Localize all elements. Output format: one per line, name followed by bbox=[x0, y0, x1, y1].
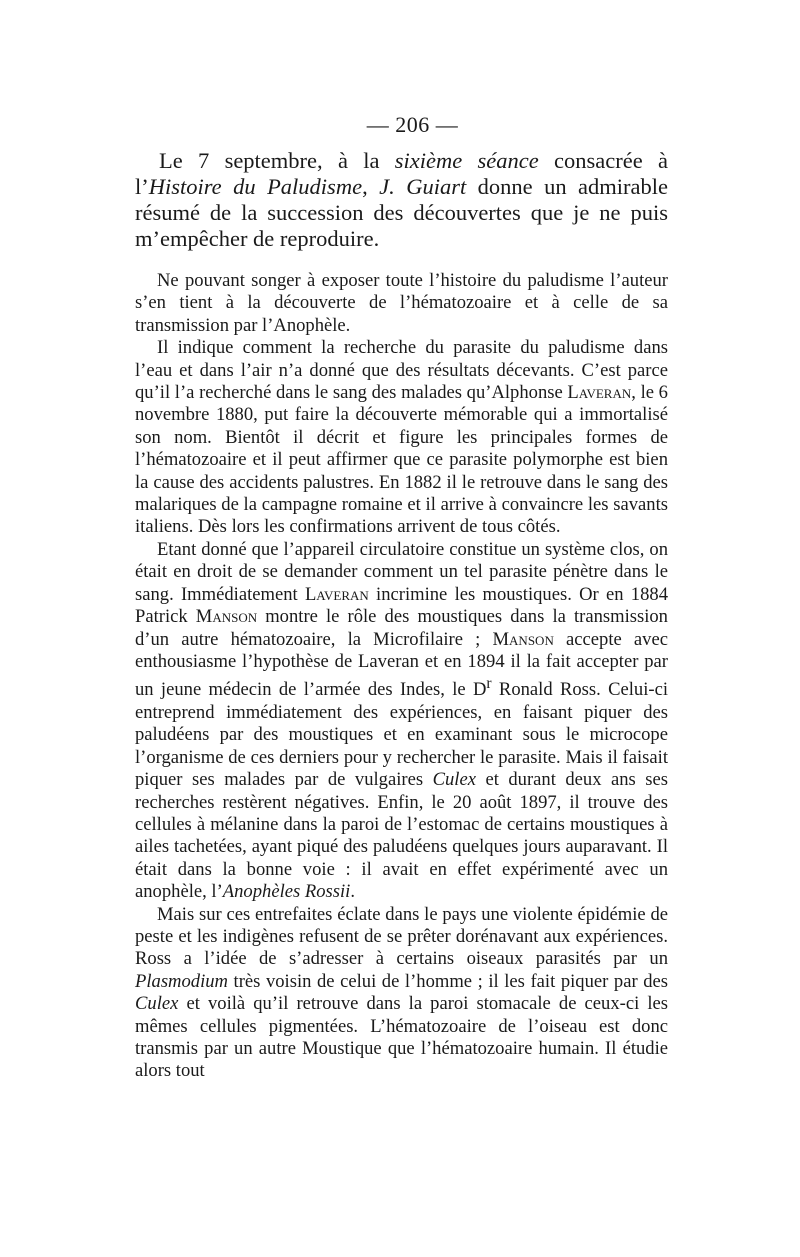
text-run: Ronald Ross. Celui-ci entreprend immédiatement des expériences, en faisant piquer des paludéens par des moustiques et en examinant sous le microcope l’organisme de ces derniers pour y rechercher le parasite. Mais il faisait piquer ses malades par de vulgaires bbox=[135, 679, 669, 791]
text-run: accepte avec enthousiasme l’hypothèse de Laveran et en 1894 il la fait accepter par un jeune médecin de l’armée des Indes, le D bbox=[135, 628, 668, 701]
text-run: et durant deux ans ses recherches restèrent négatives. Enfin, le 20 août 1897, il trouve des cellules à mélanine dans la paroi de l’estomac de certains moustiques à ailes tachetées, ayant piqué des paludéens quelques jours auparavant. Il était dans la bonne voie : il avait en effet expérimenté avec un anophèle, l’ bbox=[135, 769, 669, 903]
paragraph-2 bbox=[135, 337, 668, 539]
text-run: Etant donné que l’appareil circulatoire constitue un système clos, on était en droit de se demander comment un tel parasite pénètre dans le sang. Immédiatement bbox=[135, 538, 668, 605]
text-run: Le 7 septembre, à la bbox=[159, 148, 395, 173]
text-run: et voilà qu’il retrouve dans la paroi stomacale de ceux-ci les mêmes cellules pigmentées. L’hématozoaire de l’oiseau est donc transmis par un autre Moustique que l’hématozoaire humain. Il étudie alors tout bbox=[135, 993, 668, 1082]
italic-run: Anophèles Rossii bbox=[222, 881, 351, 903]
text-run: , le 6 novembre 1880, put faire la découverte mémorable qui a immortalisé son nom. Bientôt il décrit et figure les principales formes de l’hématozoaire et il peut affirmer que ce parasite polymorphe est bien la cause des accidents palustres. En 1882 il le retrouve dans le sang des malariques de la campagne romaine et il arrive à convaincre les savants italiens. Dès lors les confirmations arrivent de tous côtés. bbox=[135, 382, 668, 538]
text-run: consacrée à l’ bbox=[135, 148, 669, 199]
text-run: . bbox=[350, 881, 355, 903]
book-page bbox=[135, 112, 668, 1083]
quoted-summary bbox=[135, 270, 668, 1083]
italic-run: J. Guiart bbox=[379, 174, 467, 199]
superscript: r bbox=[486, 675, 492, 693]
italic-run: Culex bbox=[135, 993, 179, 1015]
italic-run: Histoire du Paludisme bbox=[148, 174, 363, 199]
small-caps-name: Manson bbox=[195, 606, 258, 628]
intro-paragraph bbox=[135, 148, 668, 252]
italic-run: Plasmodium bbox=[135, 970, 228, 992]
small-caps-name: Laveran bbox=[304, 583, 369, 605]
text-run: Mais sur ces entrefaites éclate dans le pays une violente épidémie de peste et les indigènes refusent de se prêter dorénavant aux expériences. Ross a l’idée de s’adresser à certains oiseaux parasités par un bbox=[135, 903, 668, 970]
paragraph-1: Ne pouvant songer à exposer toute l’histoire du paludisme l’auteur s’en tient à la découverte de l’hématozoaire et à celle de sa transmission par l’Anophèle. bbox=[135, 270, 668, 336]
paragraph-4 bbox=[135, 904, 668, 1083]
paragraph-3 bbox=[135, 539, 668, 904]
text-run: incrimine les moustiques. Or en 1884 Patrick bbox=[135, 583, 668, 628]
italic-run: sixième séance bbox=[394, 148, 539, 173]
page-number: — 206 — bbox=[366, 112, 459, 137]
text-run: donne un admirable résumé de la succession des découvertes que je ne puis m’empêcher de reproduire. bbox=[135, 174, 669, 251]
small-caps-name: Laveran bbox=[567, 382, 632, 404]
text-run: Il indique comment la recherche du parasite du paludisme dans l’eau et dans l’air n’a donné que des résultats décevants. C’est parce qu’il l’a recherché dans le sang des malades qu’Alphonse bbox=[135, 337, 668, 404]
text-run: montre le rôle des moustiques dans la transmission d’un autre hématozoaire, la Microfilaire ; bbox=[135, 606, 668, 650]
text-run: très voisin de celui de l’homme ; il les fait piquer par des bbox=[227, 970, 668, 992]
italic-run: Culex bbox=[432, 769, 476, 791]
text-run: , bbox=[362, 174, 380, 199]
small-caps-name: Manson bbox=[492, 628, 554, 650]
